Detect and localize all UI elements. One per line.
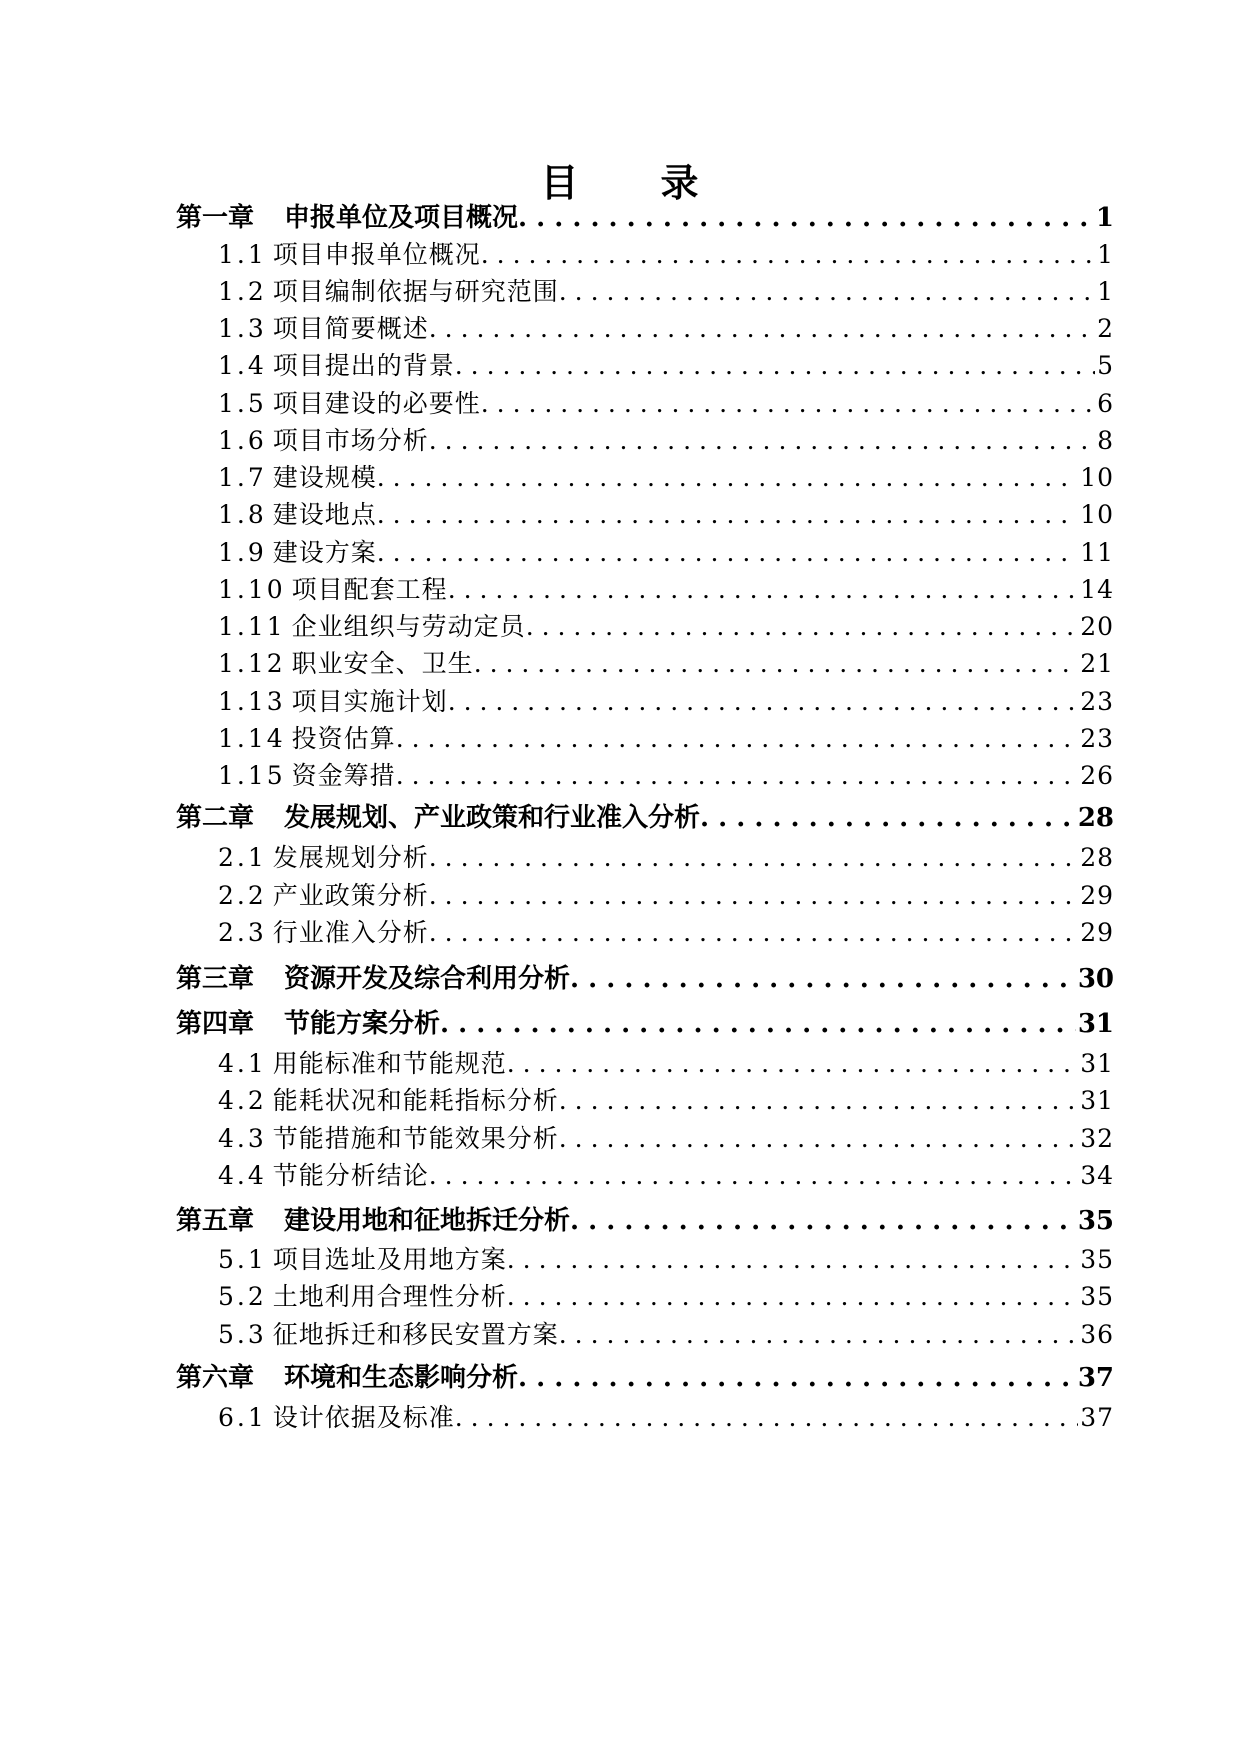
toc-entry-number: 5.2 bbox=[218, 1282, 267, 1311]
toc-entry-text: 项目提出的背景 bbox=[272, 351, 455, 380]
toc-entry-label bbox=[176, 197, 518, 234]
toc-dot-leader bbox=[700, 803, 1076, 833]
toc-entry-text: 项目建设的必要性 bbox=[272, 389, 481, 418]
toc-section-entry[interactable] bbox=[176, 1240, 1114, 1276]
toc-entry-text: 申报单位及项目概况 bbox=[284, 203, 519, 233]
toc-section-entry[interactable] bbox=[176, 458, 1114, 494]
toc-entry-number: 4.2 bbox=[218, 1086, 267, 1115]
toc-entry-text: 征地拆迁和移民安置方案 bbox=[272, 1320, 559, 1349]
toc-page-number: 36 bbox=[1080, 1320, 1114, 1349]
toc-entry-number: 6.1 bbox=[218, 1403, 267, 1432]
toc-entry-text: 能耗状况和能耗指标分析 bbox=[272, 1086, 559, 1115]
toc-entry-label bbox=[176, 1003, 440, 1040]
toc-section-entry[interactable] bbox=[176, 1044, 1114, 1080]
toc-dot-leader bbox=[377, 500, 1078, 529]
toc-page-number: 29 bbox=[1080, 881, 1114, 910]
toc-page-number: 28 bbox=[1080, 843, 1114, 872]
toc-entry-label bbox=[218, 1156, 429, 1192]
toc-entry-text: 节能措施和节能效果分析 bbox=[272, 1124, 559, 1153]
toc-page-number: 8 bbox=[1097, 426, 1114, 455]
toc-section-entry[interactable] bbox=[176, 570, 1114, 606]
toc-section-entry[interactable] bbox=[176, 533, 1114, 569]
toc-entry-text: 节能分析结论 bbox=[272, 1161, 429, 1190]
toc-entry-label bbox=[218, 421, 429, 457]
toc-entry-label bbox=[176, 797, 700, 834]
toc-section-entry[interactable] bbox=[176, 1398, 1114, 1434]
toc-entry-number: 1.14 bbox=[218, 724, 286, 753]
toc-entry-text: 项目编制依据与研究范围 bbox=[272, 277, 559, 306]
toc-dot-leader bbox=[377, 538, 1078, 567]
toc-page-number: 6 bbox=[1097, 389, 1114, 418]
toc-page-number: 35 bbox=[1080, 1245, 1114, 1274]
toc-page-number: 32 bbox=[1080, 1124, 1114, 1153]
toc-entry-number: 1.1 bbox=[218, 240, 267, 269]
toc-page-number: 10 bbox=[1080, 463, 1114, 492]
toc-section-entry[interactable] bbox=[176, 838, 1114, 874]
toc-entry-label bbox=[176, 958, 570, 995]
toc-dot-leader bbox=[481, 240, 1095, 269]
toc-entry-number: 1.7 bbox=[218, 463, 267, 492]
toc-section-entry[interactable] bbox=[176, 1156, 1114, 1192]
toc-page-number: 37 bbox=[1080, 1403, 1114, 1432]
toc-entry-number: 1.15 bbox=[218, 761, 286, 790]
toc-entry-number: 1.4 bbox=[218, 351, 267, 380]
toc-entry-text: 发展规划、产业政策和行业准入分析 bbox=[284, 803, 701, 833]
toc-entry-label bbox=[218, 1081, 559, 1117]
toc-section-entry[interactable] bbox=[176, 272, 1114, 308]
toc-page-number: 29 bbox=[1080, 918, 1114, 947]
toc-dot-leader bbox=[526, 612, 1079, 641]
toc-dot-leader bbox=[455, 1403, 1078, 1432]
toc-entry-label bbox=[218, 309, 429, 345]
toc-entry-number: 第四章 bbox=[176, 1009, 255, 1039]
toc-dot-leader bbox=[570, 964, 1076, 994]
toc-entry-label bbox=[218, 458, 377, 494]
toc-entry-text: 建设地点 bbox=[272, 500, 377, 529]
toc-entry-text: 行业准入分析 bbox=[272, 918, 429, 947]
toc-dot-leader bbox=[570, 1206, 1076, 1236]
toc-section-entry[interactable] bbox=[176, 309, 1114, 345]
toc-dot-leader bbox=[507, 1245, 1078, 1274]
page-title: 目 录 bbox=[540, 160, 701, 205]
toc-chapter-entry[interactable] bbox=[176, 958, 1114, 995]
toc-section-entry[interactable] bbox=[176, 682, 1114, 718]
toc-section-entry[interactable] bbox=[176, 1315, 1114, 1351]
toc-page-number: 14 bbox=[1080, 575, 1114, 604]
toc-entry-number: 1.2 bbox=[218, 277, 267, 306]
toc-page-number: 35 bbox=[1077, 1206, 1114, 1236]
toc-chapter-entry[interactable] bbox=[176, 197, 1114, 234]
toc-dot-leader bbox=[429, 881, 1078, 910]
toc-entry-text: 节能方案分析 bbox=[284, 1009, 441, 1039]
toc-entry-number: 2.3 bbox=[218, 918, 267, 947]
toc-entry-text: 环境和生态影响分析 bbox=[284, 1363, 519, 1393]
toc-dot-leader bbox=[474, 649, 1079, 678]
toc-page-number: 28 bbox=[1077, 803, 1114, 833]
toc-entry-label bbox=[176, 1357, 518, 1394]
toc-entry-number: 4.1 bbox=[218, 1049, 267, 1078]
toc-entry-number: 1.3 bbox=[218, 314, 267, 343]
toc-section-entry[interactable] bbox=[176, 719, 1114, 755]
toc-entry-text: 建设规模 bbox=[272, 463, 377, 492]
toc-section-entry[interactable] bbox=[176, 384, 1114, 420]
toc-dot-leader bbox=[396, 761, 1079, 790]
toc-section-entry[interactable] bbox=[176, 913, 1114, 949]
toc-entry-label bbox=[176, 1200, 570, 1237]
toc-entry-text: 项目配套工程 bbox=[291, 575, 448, 604]
toc-entry-label bbox=[218, 876, 429, 912]
toc-page-number: 23 bbox=[1080, 724, 1114, 753]
toc-section-entry[interactable] bbox=[176, 607, 1114, 643]
toc-section-entry[interactable] bbox=[176, 876, 1114, 912]
toc-dot-leader bbox=[559, 1320, 1078, 1349]
toc-entry-number: 1.13 bbox=[218, 687, 286, 716]
toc-entry-text: 项目申报单位概况 bbox=[272, 240, 481, 269]
toc-section-entry[interactable] bbox=[176, 495, 1114, 531]
toc-entry-number: 4.3 bbox=[218, 1124, 267, 1153]
toc-chapter-entry[interactable] bbox=[176, 1200, 1114, 1237]
toc-entry-label bbox=[218, 533, 377, 569]
toc-entry-text: 资金筹措 bbox=[291, 761, 396, 790]
toc-dot-leader bbox=[429, 314, 1095, 343]
toc-entry-text: 企业组织与劳动定员 bbox=[291, 612, 526, 641]
toc-entry-label bbox=[218, 1277, 507, 1313]
toc-entry-number: 第二章 bbox=[176, 803, 255, 833]
toc-dot-leader bbox=[559, 1086, 1078, 1115]
toc-page-number: 31 bbox=[1080, 1086, 1114, 1115]
toc-page-number: 1 bbox=[1097, 240, 1114, 269]
toc-entry-label bbox=[218, 570, 448, 606]
toc-entry-text: 项目简要概述 bbox=[272, 314, 429, 343]
toc-section-entry[interactable] bbox=[176, 756, 1114, 792]
toc-entry-number: 第一章 bbox=[176, 203, 255, 233]
toc-page-number: 26 bbox=[1080, 761, 1114, 790]
toc-page-number: 5 bbox=[1097, 351, 1114, 380]
toc-entry-label bbox=[218, 719, 396, 755]
toc-dot-leader bbox=[429, 843, 1078, 872]
toc-dot-leader bbox=[559, 277, 1095, 306]
toc-page-number: 37 bbox=[1077, 1363, 1114, 1393]
toc-entry-label bbox=[218, 607, 526, 643]
toc-page-number: 23 bbox=[1080, 687, 1114, 716]
toc-entry-number: 1.9 bbox=[218, 538, 267, 567]
toc-entry-number: 1.8 bbox=[218, 500, 267, 529]
toc-page-number: 2 bbox=[1097, 314, 1114, 343]
toc-dot-leader bbox=[429, 918, 1078, 947]
toc-entry-number: 1.12 bbox=[218, 649, 286, 678]
toc-dot-leader bbox=[396, 724, 1079, 753]
toc-entry-number: 5.3 bbox=[218, 1320, 267, 1349]
toc-entry-text: 资源开发及综合利用分析 bbox=[284, 964, 571, 994]
toc-entry-number: 2.2 bbox=[218, 881, 267, 910]
toc-entry-number: 4.4 bbox=[218, 1161, 267, 1190]
toc-entry-number: 1.6 bbox=[218, 426, 267, 455]
toc-dot-leader bbox=[448, 687, 1079, 716]
toc-dot-leader bbox=[518, 1363, 1076, 1393]
toc-page-number: 11 bbox=[1080, 538, 1114, 567]
toc-chapter-entry[interactable] bbox=[176, 797, 1114, 834]
toc-entry-label bbox=[218, 346, 455, 382]
toc-chapter-entry[interactable] bbox=[176, 1357, 1114, 1394]
toc-dot-leader bbox=[507, 1282, 1078, 1311]
toc-section-entry[interactable] bbox=[176, 1277, 1114, 1313]
toc-entry-label bbox=[218, 756, 396, 792]
toc-section-entry[interactable] bbox=[176, 1119, 1114, 1155]
toc-page-number: 31 bbox=[1077, 1009, 1114, 1039]
toc-entry-text: 产业政策分析 bbox=[272, 881, 429, 910]
toc-entry-text: 建设用地和征地拆迁分析 bbox=[284, 1206, 571, 1236]
toc-dot-leader bbox=[507, 1049, 1078, 1078]
toc-section-entry[interactable] bbox=[176, 421, 1114, 457]
toc-page-number: 31 bbox=[1080, 1049, 1114, 1078]
toc-entry-text: 项目选址及用地方案 bbox=[272, 1245, 507, 1274]
toc-page-number: 1 bbox=[1097, 277, 1114, 306]
toc-dot-leader bbox=[455, 351, 1095, 380]
toc-entry-label bbox=[218, 644, 474, 680]
toc-page-number: 35 bbox=[1080, 1282, 1114, 1311]
toc-section-entry[interactable] bbox=[176, 1081, 1114, 1117]
toc-entry-label bbox=[218, 235, 481, 271]
toc-section-entry[interactable] bbox=[176, 346, 1114, 382]
toc-entry-text: 设计依据及标准 bbox=[272, 1403, 455, 1432]
toc-entry-text: 项目市场分析 bbox=[272, 426, 429, 455]
toc-page-number: 21 bbox=[1080, 649, 1114, 678]
toc-page-number: 10 bbox=[1080, 500, 1114, 529]
toc-entry-number: 第三章 bbox=[176, 964, 255, 994]
toc-entry-label bbox=[218, 1044, 507, 1080]
toc-entry-number: 5.1 bbox=[218, 1245, 267, 1274]
toc-dot-leader bbox=[429, 1161, 1078, 1190]
toc-chapter-entry[interactable] bbox=[176, 1003, 1114, 1040]
toc-entry-label bbox=[218, 495, 377, 531]
toc-dot-leader bbox=[440, 1009, 1076, 1039]
toc-entry-text: 发展规划分析 bbox=[272, 843, 429, 872]
toc-entry-label bbox=[218, 272, 559, 308]
toc-page-number: 1 bbox=[1095, 203, 1114, 233]
toc-entry-label bbox=[218, 1119, 559, 1155]
toc-dot-leader bbox=[559, 1124, 1078, 1153]
toc-entry-number: 第五章 bbox=[176, 1206, 255, 1236]
toc-page-number: 20 bbox=[1080, 612, 1114, 641]
toc-entry-text: 项目实施计划 bbox=[291, 687, 448, 716]
toc-dot-leader bbox=[518, 203, 1094, 233]
toc-entry-number: 1.5 bbox=[218, 389, 267, 418]
toc-entry-text: 用能标准和节能规范 bbox=[272, 1049, 507, 1078]
toc-dot-leader bbox=[481, 389, 1095, 418]
toc-entry-number: 2.1 bbox=[218, 843, 267, 872]
toc-dot-leader bbox=[448, 575, 1079, 604]
toc-entry-text: 投资估算 bbox=[291, 724, 396, 753]
toc-entry-number: 1.11 bbox=[218, 612, 286, 641]
toc-entry-label bbox=[218, 1398, 455, 1434]
toc-entry-label bbox=[218, 838, 429, 874]
toc-entry-text: 职业安全、卫生 bbox=[291, 649, 474, 678]
toc-entry-text: 土地利用合理性分析 bbox=[272, 1282, 507, 1311]
toc-section-entry[interactable] bbox=[176, 644, 1114, 680]
toc-entry-number: 第六章 bbox=[176, 1363, 255, 1393]
toc-entry-label bbox=[218, 1315, 559, 1351]
toc-entry-label bbox=[218, 1240, 507, 1276]
toc-page-number: 34 bbox=[1080, 1161, 1114, 1190]
toc-dot-leader bbox=[429, 426, 1095, 455]
toc-entry-label bbox=[218, 384, 481, 420]
toc-entry-number: 1.10 bbox=[218, 575, 286, 604]
toc-section-entry[interactable] bbox=[176, 235, 1114, 271]
toc-dot-leader bbox=[377, 463, 1078, 492]
toc-entry-label bbox=[218, 682, 448, 718]
toc-entry-label bbox=[218, 913, 429, 949]
toc-entry-text: 建设方案 bbox=[272, 538, 377, 567]
toc-page-number: 30 bbox=[1077, 964, 1114, 994]
